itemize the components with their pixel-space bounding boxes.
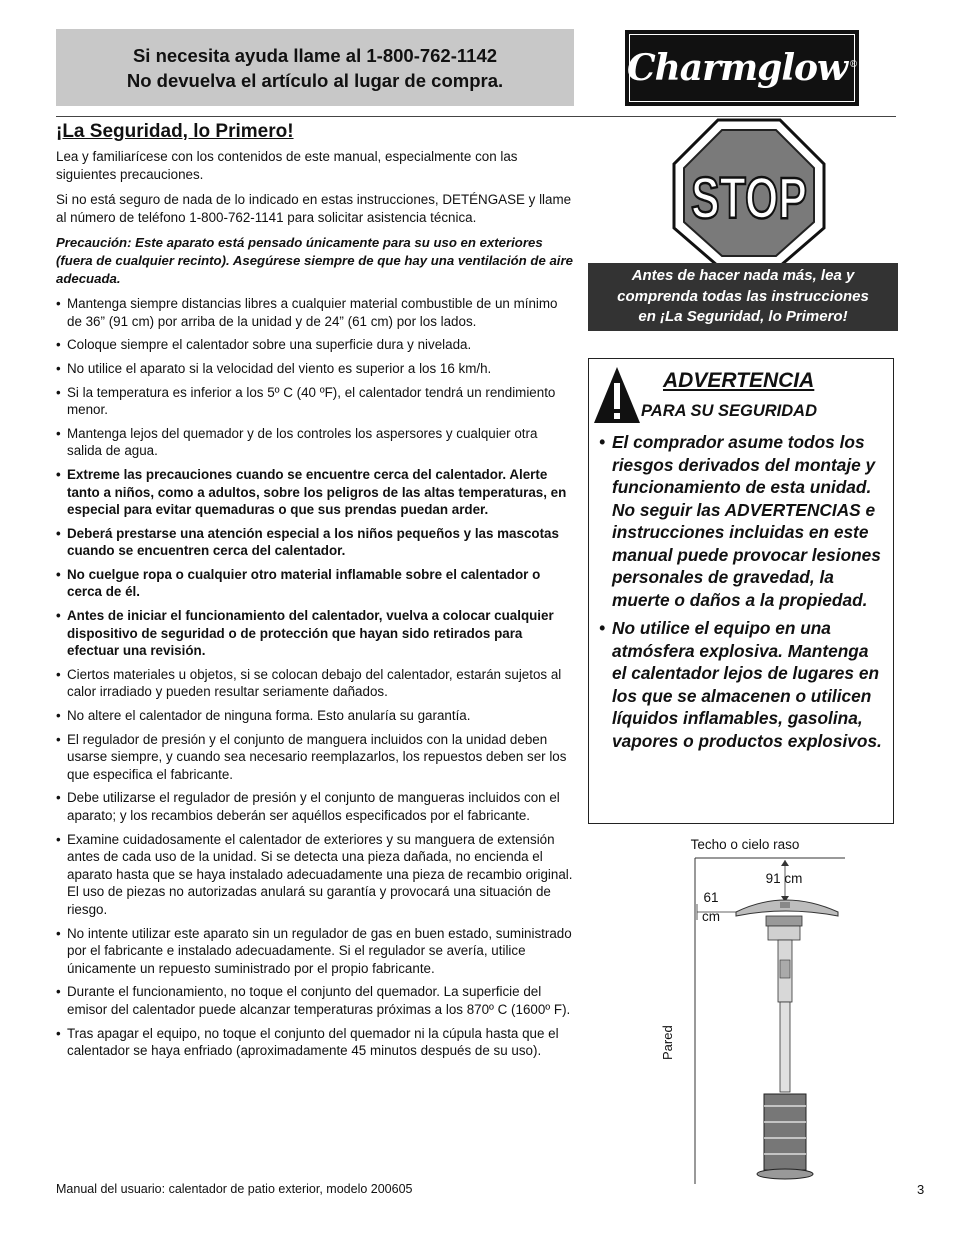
intro-paragraph: Lea y familiarícese con los contenidos de este manual, especialmente con las siguientes precauciones. [56,149,518,182]
warning-item: • No utilice el equipo en una atmósfera explosiva. Mantenga el calentador lejos de lugares en los que se almacenen o utilicen líquidos inflamables, gasolina, vapores o productos explosivos. [599,617,887,752]
safety-bullet-item: • No intente utilizar este aparato sin un regulador de gas en buen estado, suministrado por el fabricante e instalado adecuadamente. Si el regulador se avería, utilice únicamente un repuesto suministrado por el propio fabricante. [56,925,576,978]
help-phone-line: Si necesita ayuda llame al 1-800-762-1142 [132,44,498,66]
ceiling-label: Techo o cielo raso [690,837,800,852]
side-clearance-value: 61 [703,890,719,905]
safety-bullet-item: • Extreme las precauciones cuando se encuentre cerca del calentador. Alerte tanto a niños, como a adultos, sobre los peligros de las altas temperaturas, en especial para evitar quemaduras o que sus prendas puedan arder. [56,466,576,519]
stop-sign-illustration [668,118,830,268]
safety-bullet-item: • No utilice el aparato si la velocidad del viento es superior a los 16 km/h. [56,360,576,378]
brand-logo-text: Charmglow ® [626,47,858,89]
side-clearance-unit: cm [702,909,720,924]
stop-sign-icon [668,118,830,268]
safety-section [56,120,576,1066]
warning-triangle-icon [592,365,642,425]
wall-label: Pared [660,1025,675,1060]
stop-caption-line: Antes de hacer nada más, lea y [631,267,855,285]
stop-caption-line: en ¡La Seguridad, lo Primero! [638,308,848,326]
safety-bullet-item: • Mantenga lejos del quemador y de los controles los aspersores y cualquier otra salida de agua. [56,425,576,460]
warning-title: ADVERTENCIA [663,369,815,392]
patio-heater-clearance-diagram [640,832,850,1192]
safety-bullet-item: • No altere el calentador de ninguna forma. Esto anularía su garantía. [56,707,576,725]
safety-bullet-list [56,295,576,1060]
return-notice-line: No devuelva el artículo al lugar de compra. [126,69,504,91]
footer-text: Manual del usuario: calentador de patio exterior, modelo 200605 [56,1182,413,1196]
safety-bullet-item: • Examine cuidadosamente el calentador de exteriores y su manguera de extensión antes de cada uso de la unidad. Si se detecta una pieza dañada, no encienda el aparato hasta que se haya instalado adecuadamente una pieza de recambio original. El uso de piezas no autorizadas anulará su garantía y provocará una situación de riesgo. [56,831,576,919]
top-clearance-label: 91 cm [765,871,803,886]
safety-bullet-item: • Tras apagar el equipo, no toque el conjunto del quemador ni la cúpula hasta que el calentador se haya enfriado (aproximadamente 45 minutos después de su uso). [56,1025,576,1060]
safety-bullet-item: • Ciertos materiales u objetos, si se colocan debajo del calentador, estarán sujetos al calor irradiado y pueden resultar seriamente dañados. [56,666,576,701]
safety-bullet-item: • Coloque siempre el calentador sobre una superficie dura y nivelada. [56,336,576,354]
clearance-diagram [640,832,850,1192]
stop-caption [588,263,898,331]
safety-bullet-item: • Debe utilizarse el regulador de presión y el conjunto de mangueras incluidos con el aparato; y los recambios deberán ser aquéllos especificados por el fabricante. [56,789,576,824]
help-banner [56,29,574,106]
safety-bullet-item: • Deberá prestarse una atención especial a los niños pequeños y las mascotas cuando se encuentren cerca del calentador. [56,525,576,560]
warning-box [588,358,894,824]
caution-paragraph: Precaución: Este aparato está pensado únicamente para su uso en exteriores (fuera de cualquier recinto). Asegúrese siempre de que hay una ventilación de aire adecuada. [56,235,573,286]
section-title: ¡La Seguridad, lo Primero! [56,121,294,142]
safety-bullet-item: • El regulador de presión y el conjunto de manguera incluidos con la unidad deben usarse siempre, y cuando sea necesario reemplazarlos, los repuestos deben ser los que especifica el fabricante. [56,731,576,784]
safety-bullet-item: • Si la temperatura es inferior a los 5º C (40 ºF), el calentador tendrá un rendimiento menor. [56,384,576,419]
safety-bullet-item: • Antes de iniciar el funcionamiento del calentador, vuelva a colocar cualquier dispositivo de seguridad o de protección que hayan sido retirados para efectuar una revisión. [56,607,576,660]
stop-sign-text: STOP [691,166,807,231]
safety-bullet-item: • Durante el funcionamiento, no toque el conjunto del quemador. La superficie del emisor del calentador puede alcanzar temperaturas próximas a los 870º C (1600º F). [56,983,576,1018]
warning-item: • El comprador asume todos los riesgos derivados del montaje y funcionamiento de esta unidad. No seguir las ADVERTENCIAS e instrucciones incluidas en este manual puede provocar lesiones personales de gravedad, la muerte o daños a la propiedad. [599,431,887,611]
warning-subtitle: PARA SU SEGURIDAD [641,402,818,420]
page-number: 3 [917,1182,925,1197]
safety-bullet-item: • Mantenga siempre distancias libres a cualquier material combustible de un mínimo de 36” (91 cm) por arriba de la unidad y de 24” (61 cm) por los lados. [56,295,576,330]
stop-caption-line: comprenda todas las instrucciones [617,287,869,305]
brand-logo [625,30,859,106]
stop-instructions-paragraph: Si no está seguro de nada de lo indicado en estas instrucciones, DETÉNGASE y llame al número de teléfono 1-800-762-1141 para solicitar asistencia técnica. [56,192,572,225]
header-divider [56,116,896,117]
safety-bullet-item: • No cuelgue ropa o cualquier otro material inflamable sobre el calentador o cerca de él. [56,566,576,601]
warning-list [599,431,887,758]
